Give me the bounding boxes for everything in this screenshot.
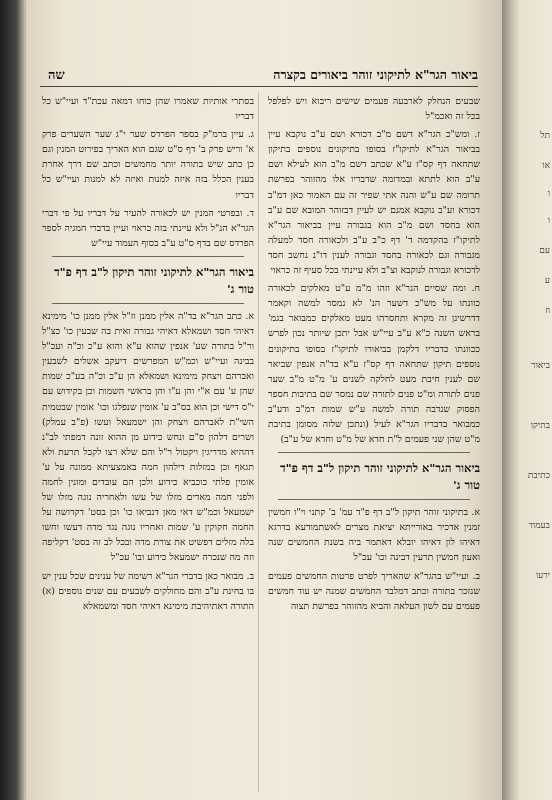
gutter-text: ע: [544, 276, 550, 286]
paragraph: ז. ומש"כ הגר"א דשם מ"ב דכורא ושם ע"ב נוקבא עיין בביאור הגר"א לתיקו"ז בסופו בתיקונים נוספים בתיקון שתחאה דף קס"ז ע"א שכתב דשם מ"ב הוא לעילא ושם ע"ב הוא לתתא ובמדומה שדבריו אלו מהזוהר בפרשת תרומה שם ע"ש והנה אתי שפיר זה עם האמור כאן דמ"ב דכורא וע"ב נוקבא אמנם יש לעיין דבזוהר המובא שם ע"ב הוא בחסד ושם מ"ב הוא בגבורה עיין בביאור הגר"א לתיקו"ז בהקדמה ד' דף כ"ב ע"ב ולכאורה חסד למעלה מגבורה וגם לכאורה בחסד וגבורה לענין דו"נ נחשב חסד לדכורא וגבורה לנוקבא וצ"ב ולא עיינתי בכל סעיף זה כראוי: [268, 129, 480, 277]
section-heading: ביאור הגר"א לתיקוני זוהר תיקון ל"ב דף פ"ד טור ג': [54, 264, 254, 296]
section-rule: [52, 303, 244, 304]
section-heading: ביאור הגר"א לתיקוני זוהר תיקון ל"ב דף פ"ד טור ג': [280, 461, 480, 493]
right-column: [268, 94, 480, 794]
gutter-text: ירעו: [535, 571, 550, 581]
left-column: [42, 94, 254, 794]
paragraph: בסתרי אותיות שאמרו שהן כוחו דמאה עכת"ד ועיי"ש כל דבריו: [42, 96, 254, 123]
page-number: שה: [48, 68, 65, 83]
paragraph: ב. ועיי"ש בהגר"א שהאריך לפרט פרטות החמשים פעמים שנזכר בתורה וכתב דמלבד החמשים שמנה יש עוד חמשים פעמים עם לשון העלאה והביא מהזוהר בפרשת תצוה: [268, 570, 480, 612]
gutter-text: או: [542, 161, 550, 171]
section-rule: [52, 256, 244, 257]
paragraph: ח. ומה שסיים הגר"א וזהו מ"מ ע"ט מאלקים לכאורה כוונתו על מש"כ דשער הנ' לא נמסר למשה וקאמר דדרשינן זה מקרא ותחסרהו מעט מאלקים כמבואר בגמ' בראש השנה כ"א ע"ב עיי"ש אבל יתכן שיותר נכון לפרש ככוונתו כדבריו דלקמן בביאורו לתיקו"ז בסופו בתיקונים נוספים תיקון שתחאה דף קס"ז ע"א בד"ה אנפין שביאר שם לענין חיבת מעט לחלקה לשנים ע' מ"ט מ"ב שער פנים לתורה ומ"ט פנים לתורה שם נמסר שם בתיבות חספר הפסוק שנדבה תורה למשה ע"ש שמות דמ"ב ודע"ב כמבואר בדבריו הגר"א לעיל (ונתכן שלזה מסומן בתיבת מ"ט שהן שני פעמים ל"ת חדא של מ"ט וחדא של ע"ב): [268, 283, 480, 446]
gutter-text: בתיקו: [530, 421, 550, 431]
paragraph: ב. מבואר כאן בדברי הגר"א רשימה של ענינים שכל ענין יש בו בחינת ע"ב והם מחולקים לשבעים עם שנים נוספים (א) התורה דאתיהיבת מימינא דאיהי חסד ומשמאלא: [42, 570, 254, 612]
book-spine-shadow: [0, 0, 24, 800]
gutter-text: בעמוד: [528, 521, 550, 531]
paragraph: ד. ובפרטי המנין יש לכאורה להעיר על דבריו על פי דברי הגר"א הנ"ל ולא עיינתי בזה כראוי ועיין בדברי המגיה לספר הפרדס שם בדף ס"ט ע"ב בסוף העמוד עיי"ש: [42, 207, 254, 249]
header-title: ביאור הגר"א לתיקוני זוהר ביאורים בקצרה: [273, 67, 478, 82]
gutter-text: ביאור: [531, 361, 550, 371]
paragraph: ג. עיין ברמ"ק בספר הפרדס שער י"ג שער השערים פרק א' וריש פרק ב' דף ס"ט שגם הוא האריך בפירוט המנין וגם כן כתב שיש בתורה יותר מחמשים וכתב שם דרך אחרת בענין הכלל בזה איזה למנות ואיזה לא למנות ועיי"ש כל דבריו: [42, 129, 254, 201]
gutter-text: עם: [539, 246, 550, 256]
column-divider: [258, 92, 259, 792]
gutter-text: ו: [547, 189, 550, 199]
paragraph: א. בתיקוני זוהר תיקון ל"ב דף פ"ד עמ' ב' קתני וי"ו חמשין זמנין אדכיר באורייתא יציאת מצרים לאשתמודעא בדרגא דאיהו לון דאיהו יובלא דאתמר ביה בשנת החמשים שנה ואעון חמשין תרעין דבינה וכו' עכ"ל: [268, 507, 480, 564]
paragraph: א. כתב הגר"א בד"ה אלין ממנן וז"ל אלין ממנן כו' מימינא דאיהי חסד ושמאלא דאיהי גבורה ואית בה שבעין כו' כצ"ל ור"ל בתורה שע' אנפין שהוא ע"א והוא ע"כ וכ"ה ועכ"ל בבינה ועיי"ש וכמ"ש המפרשים דיעקב אשלים לשבעין ואברהם ויצחק מימינא ושמאלא הן ע"כ וכ"ה בע"כ שמות שהן ע' עם א"י והן ע"ו והן בראשי השמות וכן בקידוש עם י"ס דישי וכן הוא בס"ב ע' אומין שנפלגו וכו' אומין שבטמית השי"ת לאברהם ויצחק והן ישמעאל ועשו (פ"ב עמלק) ושרים דלהון ס"ם ונחש כידוע מן ההוא זונה דמפתי לב"נ דההיא מדריגין ויקטול ר"ל והם שלא רצו לקבל תרעת ולא תגאף וכן במזלות דילהון חמה באמצעיתא ממונה על ע' אומין פלתי כוכביא כידוע ולכן הם עובדים ומונין לחמה ולפני חמה מאדים מזלו של עשו ולאחריה נוגה מזלו של ישמעאל וכמ"ש דאי מאן דנביאו כו' וכן בסט' דקדושה על החמה חקוקין ע' שמות ואחריו נוגה נגד מדה דעשו וחשו בלה מזלים דפשיט את צורת מדה ובכל לב זה בסט' דקליפה וזה מה שנכרה ישמעאל כידוע ובו' עכ"ל: [42, 310, 254, 564]
gutter-text: וז: [545, 306, 550, 316]
gutter-text: כתיבת: [527, 471, 550, 481]
paragraph: שבעים הנחלק לארבעה פעמים שישים ריבוא ויש לפלפל בכל זה ואכמ"ל: [268, 96, 480, 123]
gutter-text: תל: [540, 131, 550, 141]
section-rule: [278, 499, 470, 500]
next-page-edge: [502, 0, 552, 800]
running-header: [40, 64, 478, 87]
section-rule: [278, 452, 470, 453]
gutter-text: ו: [547, 216, 550, 226]
